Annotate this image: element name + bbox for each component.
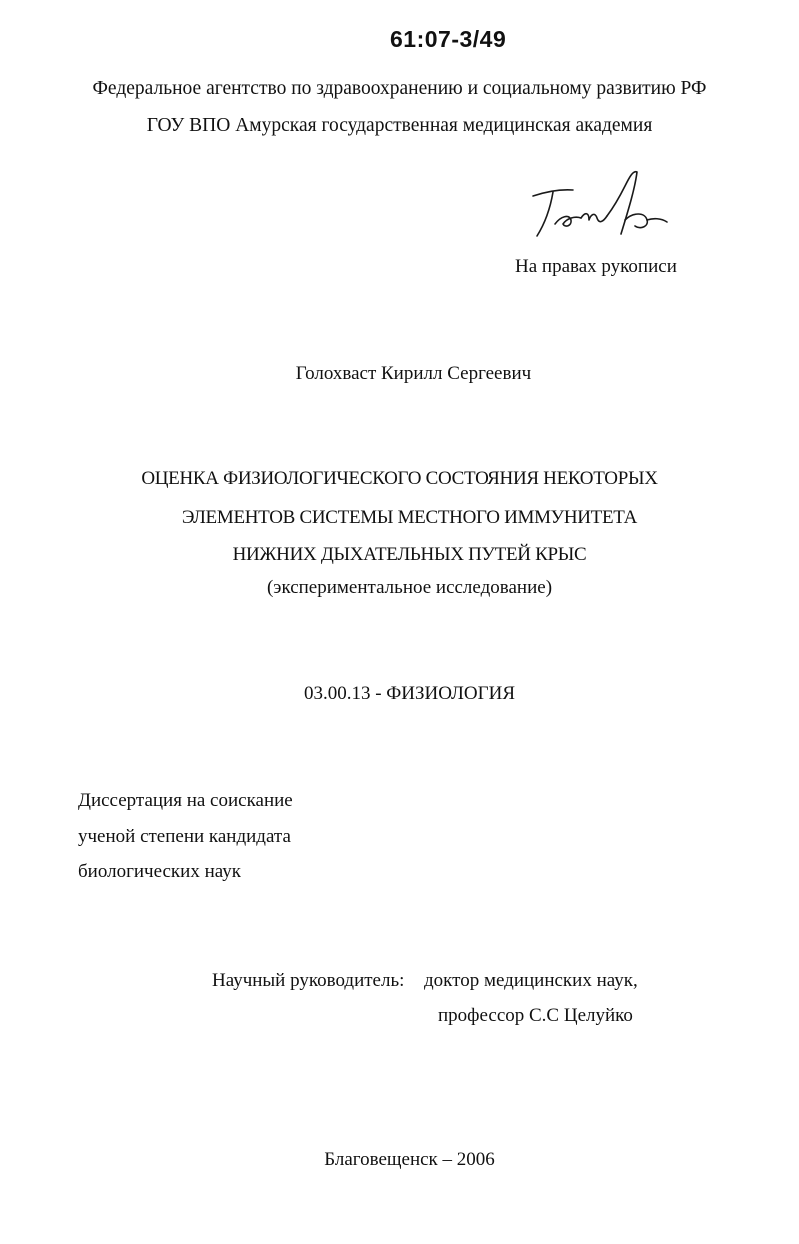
specialty-code: 03.00.13 - ФИЗИОЛОГИЯ	[303, 683, 516, 704]
agency-name: Федеральное агентство по здравоохранению и социальному развитию РФ	[92, 78, 707, 99]
supervisor-degree: доктор медицинских наук,	[424, 970, 638, 991]
degree-line-1: Диссертация на соискание	[78, 790, 293, 811]
supervisor-name: профессор С.С Целуйко	[438, 1005, 633, 1026]
place-and-year: Благовещенск – 2006	[324, 1149, 495, 1170]
dissertation-title-line-2: ЭЛЕМЕНТОВ СИСТЕМЫ МЕСТНОГО ИММУНИТЕТА	[181, 507, 638, 528]
degree-line-2: ученой степени кандидата	[78, 826, 291, 847]
dissertation-title-line-3: НИЖНИХ ДЫХАТЕЛЬНЫХ ПУТЕЙ КРЫС	[232, 544, 587, 565]
catalog-number: 61:07-3/49	[390, 26, 507, 52]
dissertation-subtitle: (экспериментальное исследование)	[266, 577, 553, 598]
manuscript-rights: На правах рукописи	[515, 256, 677, 277]
dissertation-title-line-1: ОЦЕНКА ФИЗИОЛОГИЧЕСКОГО СОСТОЯНИЯ НЕКОТОРЫХ	[141, 468, 658, 489]
supervisor-label: Научный руководитель:	[212, 970, 405, 991]
handwritten-signature	[525, 168, 690, 248]
author-name: Голохваст Кирилл Сергеевич	[295, 363, 532, 384]
degree-line-3: биологических наук	[78, 861, 241, 882]
institution-name: ГОУ ВПО Амурская государственная медицинская академия	[146, 115, 653, 136]
